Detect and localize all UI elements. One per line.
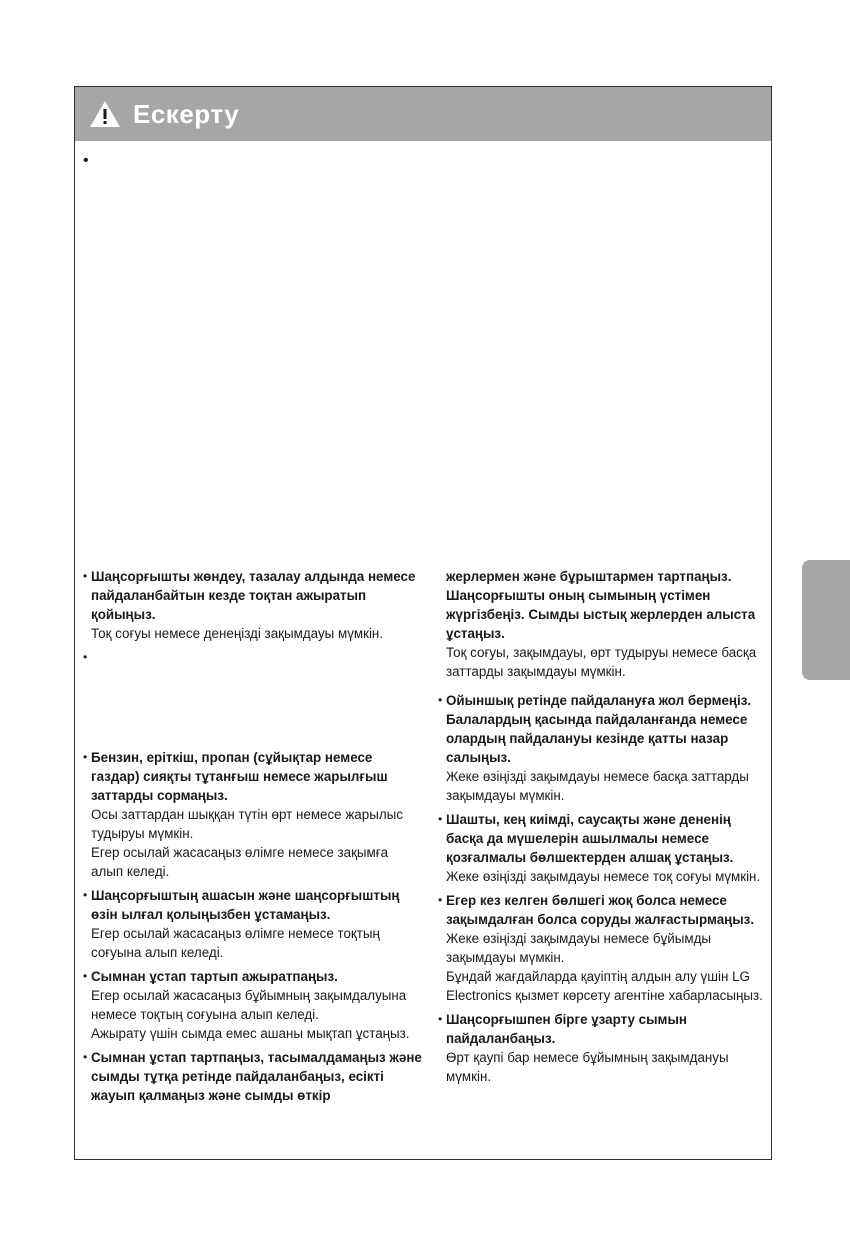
right-column [438,567,768,1086]
list-item: • Ойыншық ретінде пайдалануға жол бермеңіз. Балалардың қасында пайдаланғанда немесе олардың пайдалануы кезінде қатты назар салыңыз. Жеке өзіңізді зақымдауы немесе басқа заттарды зақымдауы мүмкін. [438,693,752,803]
list-item: жерлермен және бұрыштармен тартпаңыз. Шаңсорғышты оның сымының үстімен жүргізбеңіз. Сымды ыстық жерлерден алыста ұстаңыз. Тоқ соғуы, зақымдауы, өрт тудыруы немесе басқа заттарды зақымдауы мүмкін. [446,569,757,679]
list-item: • Бензин, еріткіш, пропан (сұйықтар немесе газдар) сияқты тұтанғыш немесе жарылғыш заттарды сормаңыз. Осы заттардан шыққан түтін өрт немесе жарылыс тудыруы мүмкін. Егер осылай жасасаңыз өлімге немесе зақымға алып келеді. [83,750,403,879]
warning-title: Ескерту [133,98,240,129]
list-item: • Егер кез келген бөлшегі жоқ болса немесе зақымдалған болса соруды жалғастырмаңыз. Жеке өзіңізді зақымдауы немесе бұйымды зақымдауы мүмкін. Бұндай жағдайларда қауіптің алдын алу үшін LG Electronics қызмет көрсету агентіне хабарласыңыз. [438,893,763,1003]
list-item: • [83,650,88,664]
warning-box [74,86,772,1160]
top-bullet: • [83,152,89,169]
list-item: • Шаңсорғышты жөндеу, тазалау алдында немесе пайдаланбайтын кезде тоқтан ажыратып қойыңыз. Тоқ соғуы немесе денеңізді зақымдауы мүмкін. [83,569,416,641]
list-item: • Шашты, кең киімді, саусақты және дененің басқа да мүшелерін ашылмалы немесе қозғалмалы бөлшектерден алшақ ұстаңыз. Жеке өзіңізді зақымдауы немесе тоқ соғуы мүмкін. [438,812,761,884]
list-item: • Сымнан ұстап тартып ажыратпаңыз. Егер осылай жасасаңыз бұйымның зақымдалуына немесе тоқтың соғуына алып келеді. Ажырату үшін сымда емес ашаны мықтап ұстаңыз. [83,969,410,1041]
side-tab [802,560,850,680]
list-item: • Шаңсорғышпен бірге ұзарту сымын пайдаланбаңыз. Өрт қаупі бар немесе бұйымның зақымдануы мүмкін. [438,1012,729,1084]
warning-triangle-icon [89,99,121,129]
list-item: • Шаңсорғыштың ашасын және шаңсорғыштың өзін ылғал қолыңызбен ұстамаңыз. Егер осылай жасасаңыз өлімге немесе тоқтың соғуына алып келеді. [83,888,400,960]
warning-header [75,87,771,141]
list-item: • Сымнан ұстап тартпаңыз, тасымалдамаңыз және сымды тұтқа ретінде пайдаланбаңыз, есікті жауып қалмаңыз және сымды өткір [83,1050,422,1103]
left-column [83,567,423,1105]
